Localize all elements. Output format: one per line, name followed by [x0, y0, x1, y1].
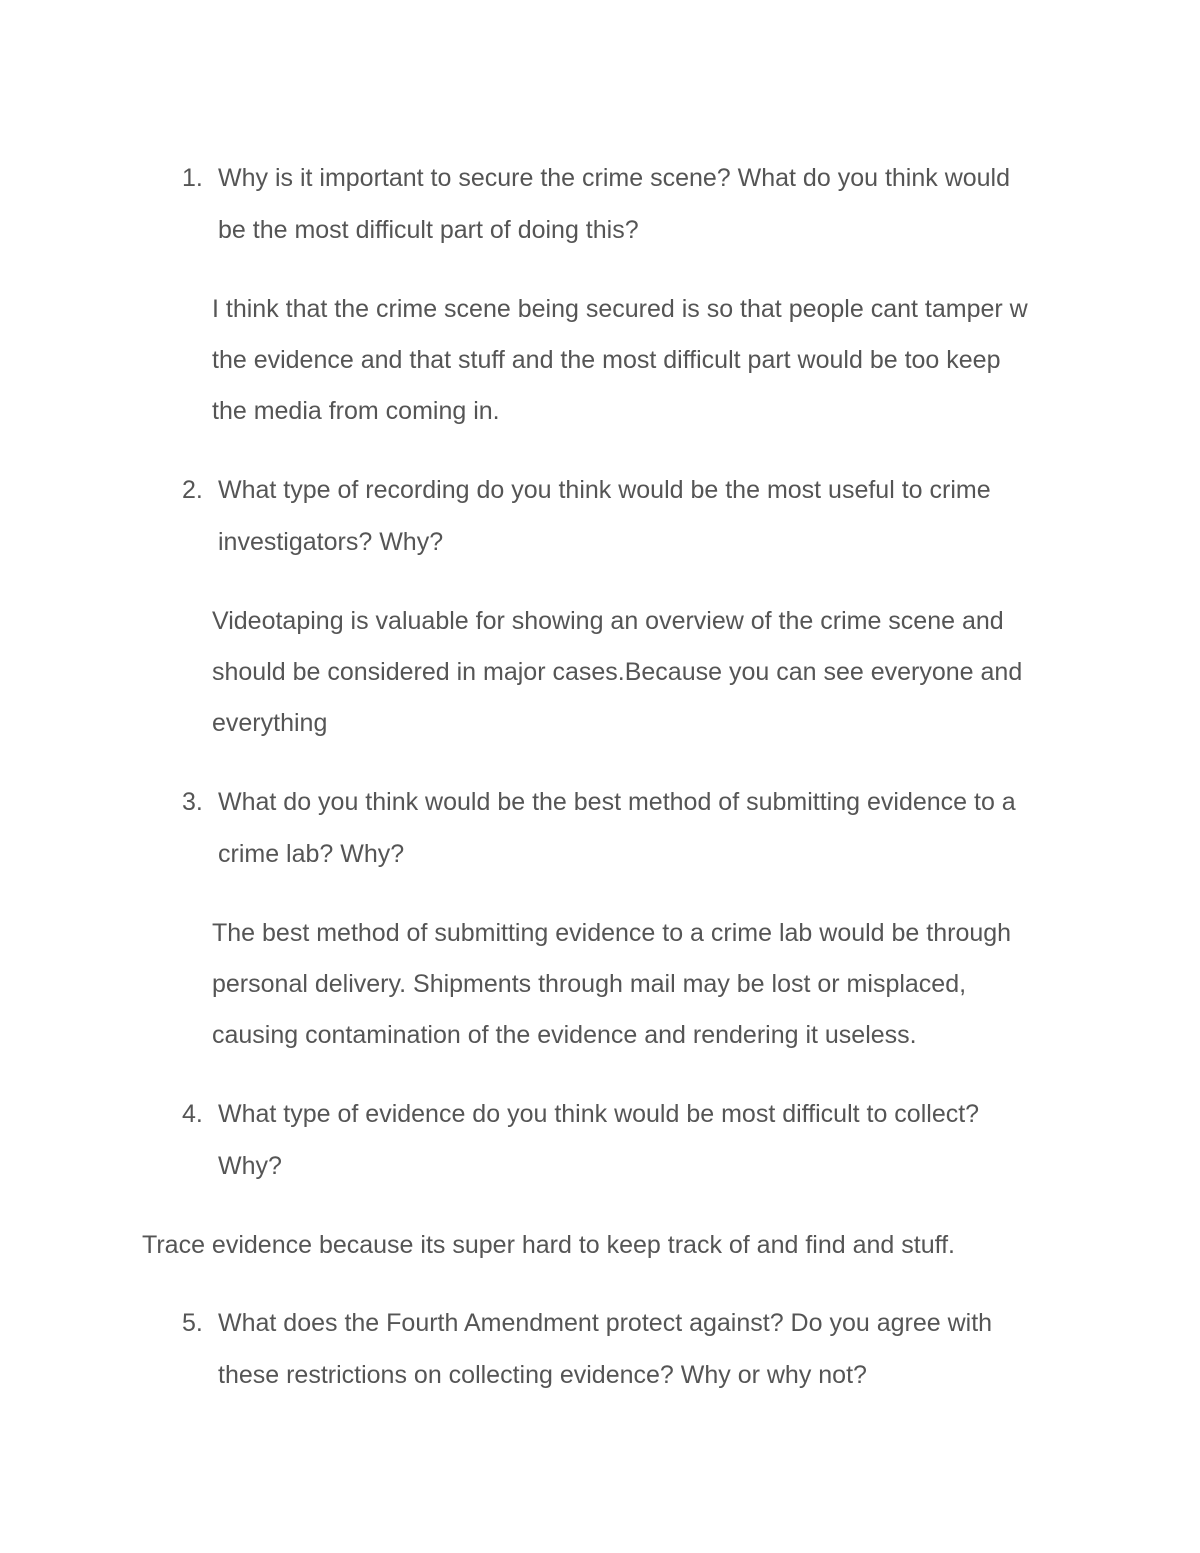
question-text: Why is it important to secure the crime scene? What do you think would be the most difficult part of doing this?	[218, 164, 1011, 244]
question-number: 4.	[182, 1100, 203, 1128]
answer-4: Trace evidence because its super hard to keep track of and find and stuff.	[142, 1231, 955, 1259]
answer-3: The best method of submitting evidence to a crime lab would be through personal delivery. Shipments through mail may be lost or misplaced, causing contamination of the evidence and rendering it useless.	[212, 919, 1012, 1049]
question-text: What type of evidence do you think would be most difficult to collect? Why?	[218, 1100, 980, 1180]
answer-1: I think that the crime scene being secured is so that people cant tamper w the evidence and that stuff and the most difficult part would be too keep the media from coming in.	[212, 295, 1028, 425]
question-number: 5.	[182, 1309, 203, 1337]
question-number: 1.	[182, 164, 203, 192]
answer-2: Videotaping is valuable for showing an overview of the crime scene and should be considered in major cases.Because you can see everyone and everything	[212, 607, 1023, 737]
question-text: What type of recording do you think would be the most useful to crime investigators? Why?	[218, 476, 991, 556]
question-number: 3.	[182, 788, 203, 816]
question-text: What do you think would be the best method of submitting evidence to a crime lab? Why?	[218, 788, 1016, 868]
question-text: What does the Fourth Amendment protect against? Do you agree with these restrictions on collecting evidence? Why or why not?	[218, 1309, 993, 1389]
question-number: 2.	[182, 476, 203, 504]
